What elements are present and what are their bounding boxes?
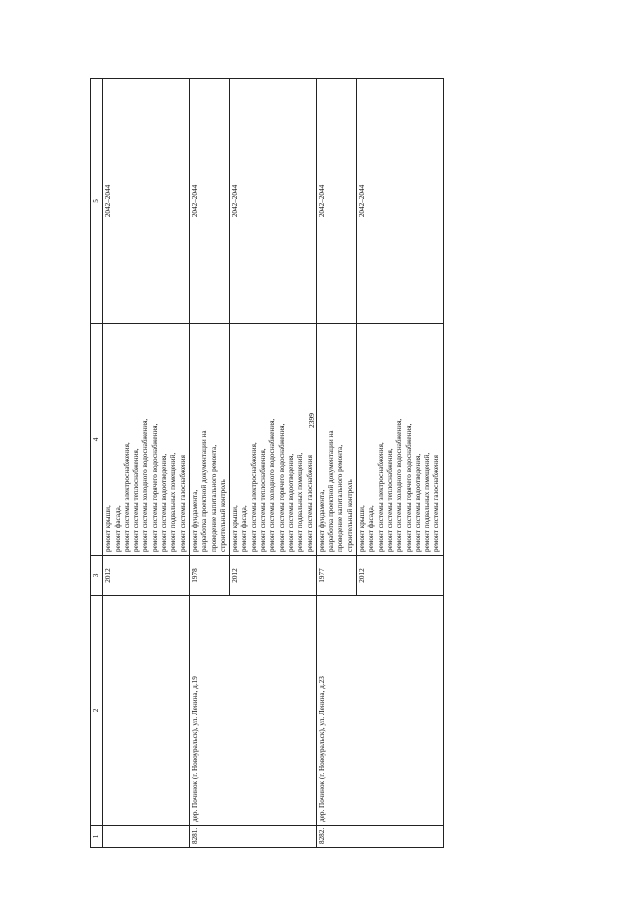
- table-row: [316, 79, 356, 848]
- work-item: ремонт системы горячего водоснабжения,: [150, 423, 159, 552]
- work-item: ремонт системы теплоснабжения,: [259, 448, 268, 552]
- table-row: [189, 79, 229, 848]
- work-item: ремонт системы холодного водоснабжения,: [141, 418, 150, 552]
- work-item: ремонт системы теплоснабжения,: [385, 448, 394, 552]
- work-item: ремонт системы электроснабжения,: [376, 442, 385, 552]
- work-item: проведение капитального ремонта,: [209, 444, 218, 552]
- work-item: ремонт крыши,: [231, 505, 240, 552]
- work-item: ремонт системы газоснабжения: [178, 455, 187, 552]
- work-item: ремонт системы газоснабжения: [305, 455, 314, 552]
- period-cell: 2042–2044: [189, 79, 229, 324]
- work-item: ремонт крыши,: [358, 505, 367, 552]
- year-cell: 2012: [103, 556, 190, 596]
- work-item: ремонт фасада,: [240, 505, 249, 552]
- work-item: ремонт фасада,: [367, 505, 376, 552]
- address-cell: дер. Починок (г. Новоуральск), ул. Ленина, д.23: [316, 596, 443, 826]
- work-item: ремонт подвальных помещений,: [169, 452, 178, 552]
- work-item: ремонт системы теплоснабжения,: [132, 448, 141, 552]
- works-cell: [103, 324, 190, 556]
- rotated-table-container: [90, 78, 495, 848]
- period-cell: 2042–2044: [230, 79, 317, 324]
- work-item: разработка проектной документации на: [327, 430, 336, 552]
- row-number-cell: 8282.: [316, 826, 443, 848]
- year-cell: 1978: [189, 556, 229, 596]
- year-cell: 1977: [316, 556, 356, 596]
- work-item: ремонт системы электроснабжения,: [122, 442, 131, 552]
- work-item: ремонт системы холодного водоснабжения,: [268, 418, 277, 552]
- address-cell: дер. Починок (г. Новоуральск), ул. Ленина, д.19: [189, 596, 316, 826]
- work-item: ремонт системы горячего водоснабжения,: [277, 423, 286, 552]
- works-cell: [316, 324, 356, 556]
- work-item: разработка проектной документации на: [200, 430, 209, 552]
- works-cell: [357, 324, 444, 556]
- year-cell: 2012: [357, 556, 444, 596]
- table-row: [103, 79, 190, 848]
- period-cell: 2042–2044: [357, 79, 444, 324]
- repair-schedule-table: [90, 78, 444, 848]
- period-cell: 2042–2044: [316, 79, 356, 324]
- row-number-cell: 8281.: [189, 826, 316, 848]
- page-number: 2399: [307, 413, 316, 428]
- work-item: ремонт системы горячего водоснабжения,: [404, 423, 413, 552]
- header-row: [91, 79, 103, 848]
- work-item: ремонт системы газоснабжения: [432, 455, 441, 552]
- year-cell: 2012: [230, 556, 317, 596]
- work-item: ремонт системы электроснабжения,: [249, 442, 258, 552]
- header-col-4: 4: [91, 324, 103, 556]
- work-item: ремонт фасада,: [113, 505, 122, 552]
- works-cell: [189, 324, 229, 556]
- work-item: строительный контроль: [218, 479, 227, 552]
- work-item: проведение капитального ремонта,: [336, 444, 345, 552]
- work-item: ремонт фундамента,: [317, 489, 326, 552]
- header-col-3: 3: [91, 556, 103, 596]
- header-col-5: 5: [91, 79, 103, 324]
- address-cell: [103, 596, 190, 826]
- work-item: ремонт подвальных помещений,: [423, 452, 432, 552]
- work-item: ремонт фундамента,: [190, 489, 199, 552]
- row-number-cell: [103, 826, 190, 848]
- work-item: ремонт системы водоотведения,: [160, 453, 169, 552]
- work-item: ремонт подвальных помещений,: [296, 452, 305, 552]
- work-item: строительный контроль: [345, 479, 354, 552]
- work-item: ремонт системы водоотведения,: [413, 453, 422, 552]
- work-item: ремонт системы холодного водоснабжения,: [395, 418, 404, 552]
- header-col-2: 2: [91, 596, 103, 826]
- header-col-1: 1: [91, 826, 103, 848]
- work-item: ремонт крыши,: [104, 505, 113, 552]
- period-cell: 2042–2044: [103, 79, 190, 324]
- works-cell: [230, 324, 317, 556]
- work-item: ремонт системы водоотведения,: [286, 453, 295, 552]
